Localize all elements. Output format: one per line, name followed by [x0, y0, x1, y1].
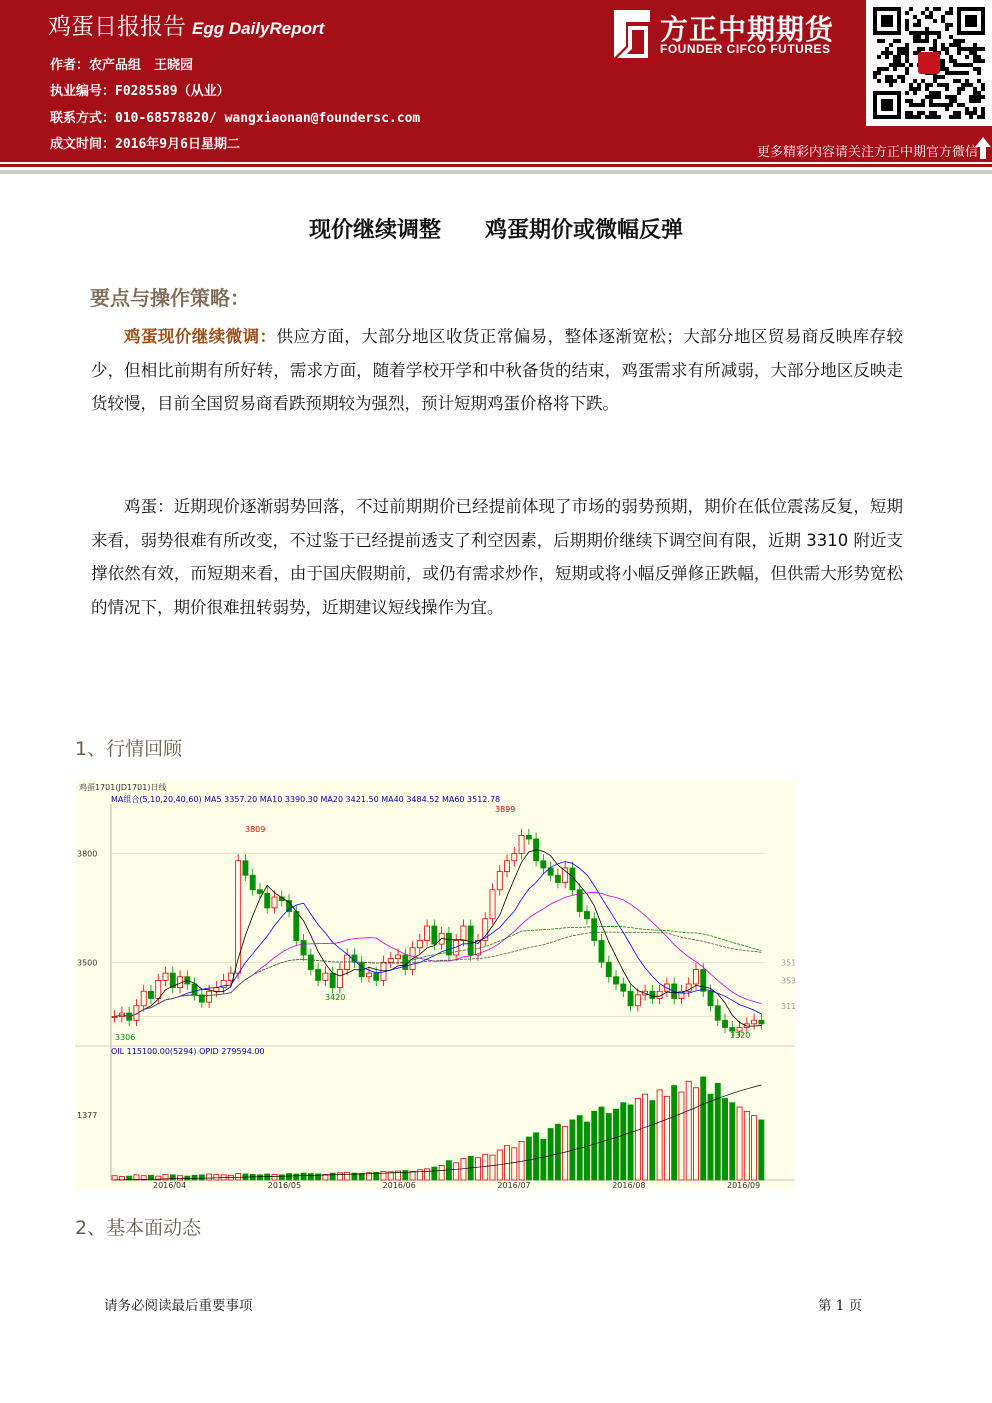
header-divider-gray	[0, 170, 992, 174]
volume-bar	[207, 1174, 212, 1180]
volume-bar	[308, 1174, 313, 1180]
candle-body	[366, 973, 371, 977]
volume-bar	[177, 1176, 182, 1180]
candle-body	[250, 875, 255, 890]
candle-body	[497, 872, 502, 890]
candlestick-chart	[75, 780, 795, 1190]
document-title: 现价继续调整 鸡蛋期价或微幅反弹	[308, 218, 683, 243]
volume-bar	[214, 1174, 219, 1180]
candle-body	[635, 995, 640, 1006]
volume-bar	[650, 1101, 655, 1180]
volume-bar	[643, 1094, 648, 1180]
price-annotation: 3809	[245, 825, 266, 834]
volume-bar	[599, 1107, 604, 1180]
candle-body	[141, 991, 146, 1006]
candle-body	[265, 893, 270, 908]
logo-mark-icon	[604, 8, 652, 60]
candle-body	[207, 991, 212, 1002]
candle-body	[417, 941, 422, 948]
volume-bar	[555, 1124, 560, 1180]
volume-bar	[185, 1176, 190, 1180]
section-fundamentals: 2、基本面动态	[75, 1217, 202, 1239]
candle-body	[693, 970, 698, 985]
date-line: 成文时间：2016年9月6日星期二	[50, 137, 240, 152]
futures-price-chart	[75, 780, 795, 1190]
y-tick-label: 3800	[77, 849, 98, 859]
volume-bar	[548, 1129, 553, 1181]
candle-body	[628, 991, 633, 1006]
candle-body	[519, 835, 524, 853]
volume-bar	[563, 1126, 568, 1180]
candle-body	[650, 991, 655, 998]
volume-bar	[613, 1109, 618, 1180]
candle-body	[490, 890, 495, 919]
header-divider	[0, 164, 992, 167]
volume-bar	[337, 1173, 342, 1180]
volume-bar	[664, 1096, 669, 1180]
arrow-up-icon	[974, 136, 992, 160]
volume-bar	[301, 1173, 306, 1180]
price-annotation: 3306	[115, 1033, 136, 1042]
x-tick-label: 2016/08	[612, 1181, 646, 1190]
candle-body	[192, 984, 197, 995]
volume-bar	[461, 1159, 466, 1180]
candle-body	[337, 970, 342, 988]
price-annotation: 3320	[730, 1031, 751, 1040]
candle-body	[621, 984, 626, 991]
report-header	[0, 0, 992, 162]
candle-body	[606, 962, 611, 977]
volume-bar	[708, 1094, 713, 1180]
volume-bar	[657, 1090, 662, 1180]
candle-body	[563, 868, 568, 883]
volume-bar	[752, 1116, 757, 1180]
volume-bar	[526, 1137, 531, 1180]
candle-body	[112, 1017, 117, 1018]
candle-body	[599, 941, 604, 963]
volume-bar	[257, 1175, 262, 1180]
candle-body	[504, 861, 509, 872]
company-logo	[604, 8, 856, 64]
candle-body	[403, 955, 408, 970]
candle-body	[243, 861, 248, 876]
volume-bar	[454, 1163, 459, 1180]
footer-disclaimer: 请务必阅读最后重要事项	[104, 1298, 253, 1314]
volume-bar	[294, 1174, 299, 1180]
candle-body	[577, 890, 582, 912]
volume-bar	[236, 1174, 241, 1180]
candle-body	[388, 959, 393, 963]
contact-line[interactable]: 联系方式：010-68578820/ wangxiaonan@foundersc.com	[50, 111, 421, 126]
volume-bar	[672, 1086, 677, 1180]
paragraph-futures: 鸡蛋：近期现价逐渐弱势回落，不过前期期价已经提前体现了市场的弱势预期，期价在低位震荡反复，短期来看，弱势很难有所改变，不过鉴于已经提前透支了利空因素，后期期价继续下调空间有限，近期 3310 附近支撑依然有效，而短期来看，由于国庆假期前，或仍有需求炒作，短期或将小幅反弹修正跌幅，但供需大形势宽松的情况下，期价很难扭转弱势，近期建议短线操作为宜。	[91, 497, 903, 617]
paragraph-lead: 鸡蛋现价继续微调：	[124, 327, 277, 346]
x-tick-label: 2016/04	[153, 1181, 187, 1190]
volume-bar	[744, 1111, 749, 1180]
volume-bar	[584, 1122, 589, 1180]
volume-bar	[541, 1139, 546, 1180]
volume-bar	[330, 1173, 335, 1180]
volume-bar	[701, 1077, 706, 1180]
volume-bar	[483, 1154, 488, 1180]
candle-body	[432, 926, 437, 944]
volume-bar	[737, 1107, 742, 1180]
report-title-en: Egg DailyReport	[192, 19, 325, 38]
volume-bar	[279, 1175, 284, 1180]
volume-bar	[534, 1133, 539, 1180]
x-tick-label: 2016/09	[727, 1181, 761, 1190]
volume-bar	[432, 1167, 437, 1180]
right-axis-label: 353	[781, 976, 795, 986]
candle-body	[163, 973, 168, 980]
volume-bar	[606, 1113, 611, 1180]
chart-volume-legend: OIL 115100.00(5294) OPID 279594.00	[111, 1047, 265, 1056]
chart-title: 鸡蛋1701(JD1701)日线	[79, 783, 167, 792]
volume-bar	[475, 1158, 480, 1180]
volume-bar	[345, 1172, 350, 1180]
candle-body	[395, 955, 400, 959]
volume-bar	[759, 1120, 764, 1180]
volume-bar	[621, 1103, 626, 1180]
candle-body	[526, 835, 531, 839]
candle-body	[330, 973, 335, 988]
volume-bar	[635, 1098, 640, 1180]
candle-body	[468, 926, 473, 955]
volume-bar	[192, 1175, 197, 1180]
volume-bar	[417, 1170, 422, 1180]
volume-bar	[490, 1155, 495, 1180]
follow-wechat-text: 更多精彩内容请关注方正中期官方微信	[756, 145, 978, 160]
candle-body	[613, 977, 618, 984]
x-tick-label: 2016/06	[382, 1181, 416, 1190]
chart-ma-legend: MA组合(5,10,20,40,60) MA5 3357.20 MA10 3390.30 MA20 3421.50 MA40 3484.52 MA60 3512.78	[111, 795, 501, 804]
candle-body	[301, 941, 306, 956]
volume-bar	[272, 1174, 277, 1180]
candle-body	[483, 919, 488, 941]
volume-bar	[170, 1175, 175, 1180]
y-tick-label: 1377	[77, 1111, 98, 1120]
logo-text-cn: 方正中期期货	[660, 13, 835, 46]
author-line: 作者：农产品组 王晓园	[50, 58, 194, 73]
volume-bar	[686, 1081, 691, 1180]
candle-body	[701, 970, 706, 992]
volume-bar	[730, 1103, 735, 1180]
y-tick-label: 3500	[77, 958, 98, 968]
volume-bar	[504, 1146, 509, 1180]
volume-bar	[359, 1174, 364, 1180]
candle-body	[541, 861, 546, 868]
candle-body	[555, 875, 560, 882]
paragraph-spot-price	[91, 320, 903, 421]
candle-body	[316, 970, 321, 981]
candle-body	[446, 933, 451, 955]
price-annotation: 3899	[495, 805, 516, 814]
paragraph-body: 供应方面，大部分地区收货正常偏易，整体逐渐宽松；大部分地区贸易商反映库存较少，但相比前期有所好转，需求方面，随着学校开学和中秋备货的结束，鸡蛋需求有所减弱，大部分地区反映走货较慢，目前全国贸易商看跌预期较为强烈，预计短期鸡蛋价格将下跌。	[91, 327, 903, 413]
volume-bar	[439, 1165, 444, 1180]
volume-bar	[112, 1176, 117, 1180]
report-title: 鸡蛋日报报告 Egg DailyReport	[48, 14, 325, 40]
candle-body	[592, 919, 597, 941]
right-axis-label: 311	[781, 1001, 795, 1011]
volume-bar	[628, 1105, 633, 1180]
volume-bar	[265, 1174, 270, 1180]
section-market-review: 1、行情回顾	[75, 738, 183, 760]
candle-body	[148, 991, 153, 998]
candle-body	[715, 1006, 720, 1021]
page-number: 第 1 页	[818, 1298, 863, 1314]
volume-bar	[410, 1171, 415, 1180]
volume-bar	[679, 1092, 684, 1180]
x-tick-label: 2016/05	[267, 1181, 302, 1190]
candle-body	[584, 912, 589, 919]
volume-bar	[286, 1174, 291, 1180]
candle-body	[156, 980, 161, 998]
candle-body	[308, 955, 313, 970]
candle-body	[294, 912, 299, 941]
candle-body	[257, 890, 262, 894]
candle-body	[512, 854, 517, 861]
x-tick-label: 2016/07	[497, 1181, 531, 1190]
candle-body	[752, 1020, 757, 1024]
wechat-qr-code[interactable]	[866, 0, 992, 126]
volume-bar	[199, 1175, 204, 1180]
license-line: 执业编号：F0285589（从业）	[50, 84, 230, 99]
candle-body	[759, 1020, 764, 1024]
candle-body	[461, 926, 466, 941]
volume-bar	[512, 1148, 517, 1180]
volume-bar	[592, 1111, 597, 1180]
candle-body	[236, 861, 241, 973]
candle-body	[425, 926, 430, 941]
volume-bar	[693, 1088, 698, 1180]
right-axis-label: 351	[781, 958, 795, 968]
candle-body	[708, 991, 713, 1006]
volume-bar	[381, 1171, 386, 1180]
candle-body	[272, 897, 277, 908]
candle-body	[374, 973, 379, 980]
logo-text-en: FOUNDER CIFCO FUTURES	[660, 42, 831, 56]
price-annotation: 3420	[325, 993, 346, 1002]
volume-bar	[722, 1098, 727, 1180]
candle-body	[323, 973, 328, 980]
volume-bar	[425, 1169, 430, 1180]
key-points-heading: 要点与操作策略：	[90, 286, 250, 310]
candle-body	[214, 988, 219, 992]
candle-body	[722, 1020, 727, 1027]
